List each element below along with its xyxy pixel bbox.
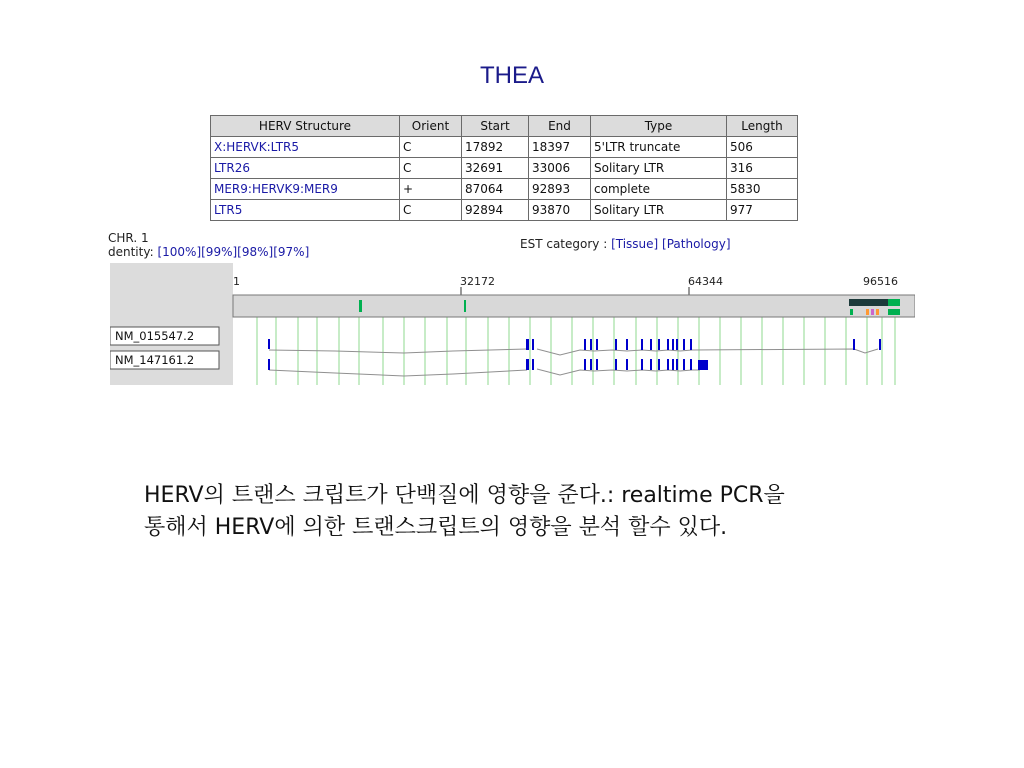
caption-line: 통해서 HERV에 의한 트랜스크립트의 영향을 분석 할수 있다. [144, 515, 728, 540]
ruler-tick-label: 64344 [688, 275, 723, 288]
type-cell: Solitary LTR [591, 158, 727, 179]
transcript-name[interactable]: NM_015547.2 [115, 329, 195, 343]
herv-marker [464, 300, 466, 312]
col-orient: Orient [400, 116, 462, 137]
herv-marker [866, 309, 869, 315]
herv-structure-link[interactable]: X:HERVK:LTR5 [211, 137, 400, 158]
orient-cell: C [400, 137, 462, 158]
est-category [520, 237, 731, 251]
length-cell: 316 [727, 158, 798, 179]
identity-label: dentity: [108, 245, 154, 259]
transcript-name[interactable]: NM_147161.2 [115, 353, 195, 367]
herv-marker [871, 309, 874, 315]
table-row [211, 200, 798, 221]
type-cell: Solitary LTR [591, 200, 727, 221]
start-cell: 87064 [462, 179, 529, 200]
est-pathology-link[interactable]: [Pathology] [662, 237, 731, 251]
start-cell: 17892 [462, 137, 529, 158]
orient-cell: C [400, 200, 462, 221]
table-header-row [211, 116, 798, 137]
col-start: Start [462, 116, 529, 137]
est-category-label: EST category : [520, 237, 608, 251]
table-row [211, 179, 798, 200]
col-length: Length [727, 116, 798, 137]
herv-structure-link[interactable]: MER9:HERVK9:MER9 [211, 179, 400, 200]
genomic-region-bar [233, 295, 915, 317]
end-cell: 33006 [529, 158, 591, 179]
herv-structure-link[interactable]: LTR5 [211, 200, 400, 221]
caption-line: HERV의 트랜스 크립트가 단백질에 영향을 준다.: realtime PCR을 [144, 483, 785, 508]
est-tissue-link[interactable]: [Tissue] [611, 237, 659, 251]
ruler-tick-label: 96516 [863, 275, 898, 288]
identity-100-link[interactable]: [100%] [157, 245, 202, 259]
orient-cell: + [400, 179, 462, 200]
end-cell: 93870 [529, 200, 591, 221]
chromosome-label: CHR. 1 [108, 231, 149, 245]
end-cell: 92893 [529, 179, 591, 200]
transcript-track [269, 369, 700, 376]
start-cell: 32691 [462, 158, 529, 179]
herv-structure-table [210, 115, 798, 221]
identity-filter [108, 245, 309, 259]
start-cell: 92894 [462, 200, 529, 221]
length-cell: 506 [727, 137, 798, 158]
herv-marker [359, 300, 362, 312]
length-cell: 977 [727, 200, 798, 221]
herv-marker [888, 309, 900, 315]
table-row [211, 137, 798, 158]
herv-marker [876, 309, 879, 315]
herv-marker [888, 299, 900, 306]
length-cell: 5830 [727, 179, 798, 200]
identity-98-link[interactable]: [98%] [237, 245, 274, 259]
orient-cell: C [400, 158, 462, 179]
page-title: THEA [479, 62, 544, 89]
exon-guide-lines [257, 315, 895, 385]
type-cell: complete [591, 179, 727, 200]
identity-97-link[interactable]: [97%] [273, 245, 310, 259]
col-end: End [529, 116, 591, 137]
herv-marker [850, 309, 853, 315]
ruler-tick-label: 1 [233, 275, 240, 288]
gene-structure-viewer [110, 263, 915, 385]
type-cell: 5'LTR truncate [591, 137, 727, 158]
herv-structure-link[interactable]: LTR26 [211, 158, 400, 179]
end-cell: 18397 [529, 137, 591, 158]
transcript-track [269, 349, 878, 355]
exon-blocks [268, 339, 881, 350]
table-row [211, 158, 798, 179]
slide-caption [144, 480, 924, 544]
identity-99-link[interactable]: [99%] [201, 245, 238, 259]
col-type: Type [591, 116, 727, 137]
col-herv-structure: HERV Structure [211, 116, 400, 137]
ruler-tick-label: 32172 [460, 275, 495, 288]
ruler [233, 275, 898, 295]
